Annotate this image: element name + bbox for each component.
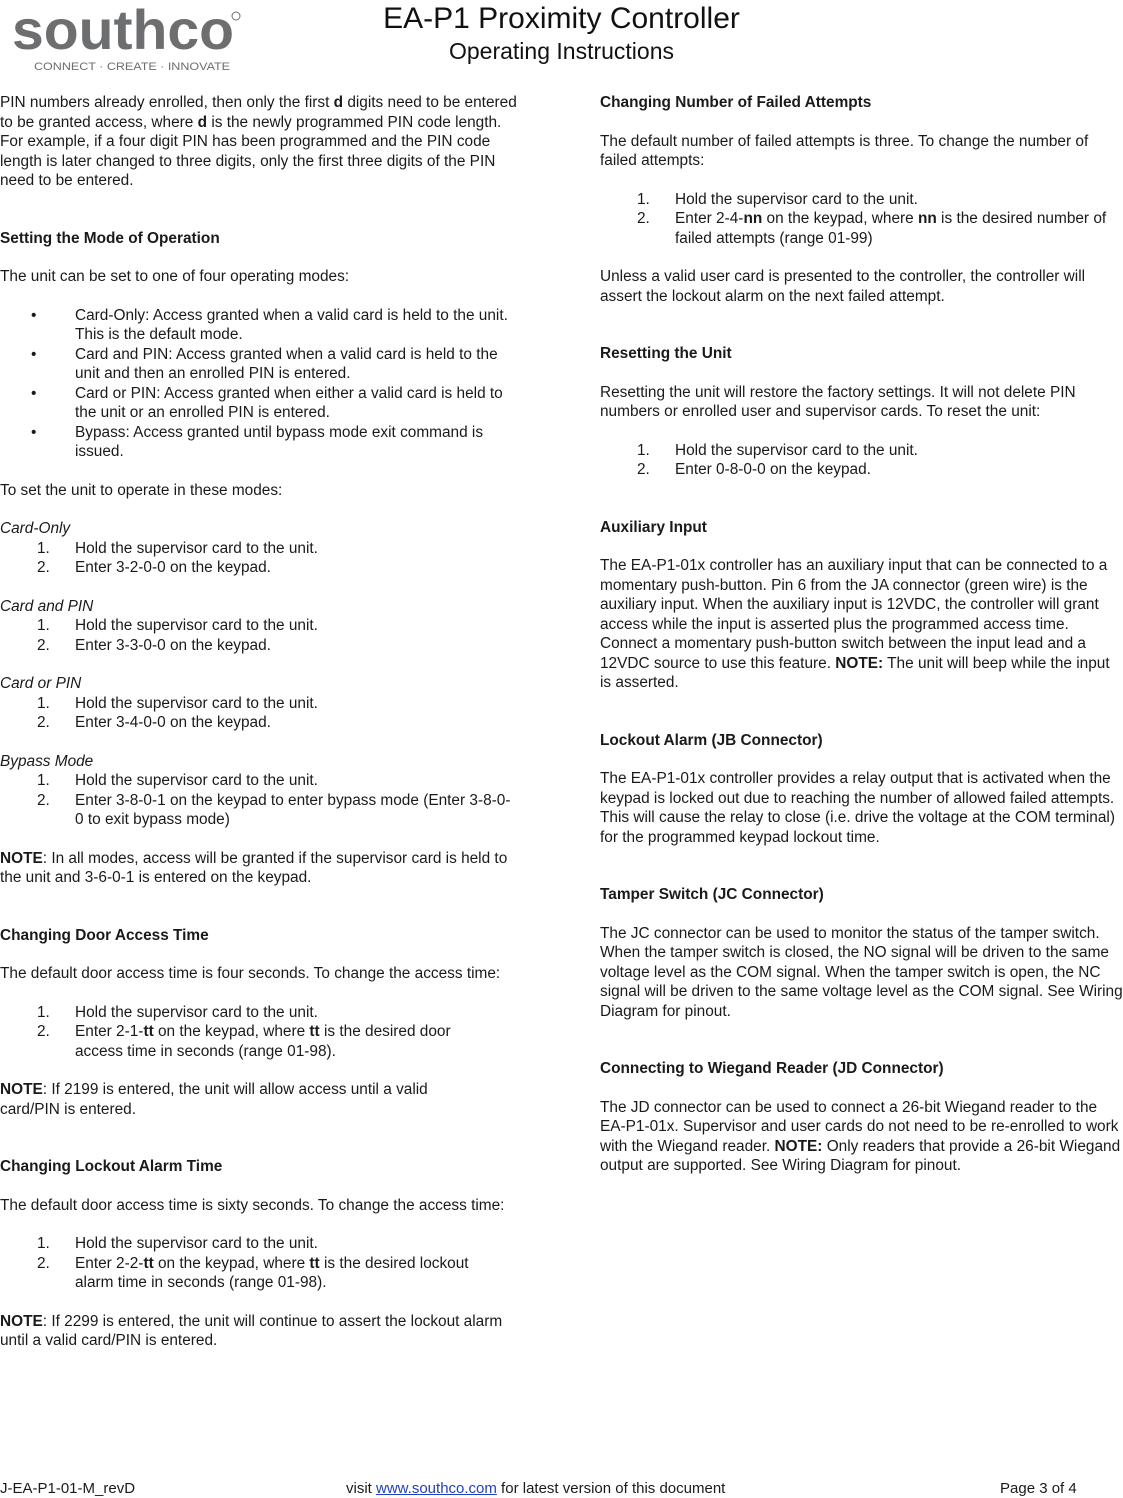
pin-length-paragraph: PIN numbers already enrolled, then only the first d digits need to be entered to be granted access, where d is the newly programmed PIN code length. For example, if a four digit PIN has been programmed and the PIN code length is later changed to three digits, only the first three digits of the PIN need to be entered. [0, 94, 517, 189]
subsection-title: Card or PIN [0, 675, 82, 692]
list-item: 2. Enter 2-2-tt on the keypad, where tt is the desired lockout alarm time in seconds (range 01-98). [37, 1254, 469, 1291]
mode-intro: The unit can be set to one of four operating modes: [0, 268, 350, 285]
list-item: 2. Enter 2-4-nn on the keypad, where nn is the desired number of failed attempts (range 01-99) [637, 210, 1107, 247]
list-item: 2. Enter 3-4-0-0 on the keypad. [37, 714, 271, 731]
list-item: 1. Hold the supervisor card to the unit. [37, 539, 318, 557]
list-item: 1. Hold the supervisor card to the unit. [37, 1235, 318, 1252]
failed-after: Unless a valid user card is presented to the controller, the controller will assert the lockout alarm on the next failed attempt. [600, 268, 1086, 305]
section-heading-reset: Resetting the Unit [600, 345, 732, 362]
alarm-text: The EA-P1-01x controller provides a relay output that is activated when the keypad is locked out due to reaching the number of allowed failed attempts. This will cause the relay to close (i.e. drive the voltage at the COM terminal) for the programmed keypad lockout time. [600, 770, 1115, 846]
footer-page-number: Page 3 of 4 [1000, 1480, 1077, 1497]
mode-note: NOTE: In all modes, access will be granted if the supervisor card is held to the unit and 3-6-0-1 is entered on the keypad. [0, 849, 508, 886]
logo-wordmark: southco [12, 2, 234, 61]
list-item: 2. Enter 3-3-0-0 on the keypad. [37, 636, 271, 654]
aux-text: The EA-P1-01x controller has an auxiliary input that can be connected to a momentary push-button. Pin 6 from the JA connector (green wire) is the auxiliary input. When the auxiliary input is 12VDC, the controller will grant access while the input is asserted plus the programmed access time. Connect a momentary push-button switch between the input lead and a 12VDC source to use this feature. NOTE: The unit will beep while the input is asserted. [600, 557, 1110, 691]
logo-tagline: CONNECT · CREATE · INNOVATE [34, 61, 230, 73]
section-heading-aux-input: Auxiliary Input [600, 518, 707, 536]
section-heading-lockout-alarm: Lockout Alarm (JB Connector) [600, 731, 823, 749]
list-item: 1. Hold the supervisor card to the unit. [37, 617, 318, 634]
failed-intro: The default number of failed attempts is three. To change the number of failed attempts: [600, 132, 1089, 169]
list-item: 1. Hold the supervisor card to the unit. [37, 1003, 318, 1021]
document-title: EA-P1 Proximity Controller [383, 2, 740, 35]
subsection-title: Card and PIN [0, 597, 94, 615]
tamper-text: The JC connector can be used to monitor the status of the tamper switch. When the tamper switch is closed, the NO signal will be driven to the same voltage level as the COM signal. When the tamper switch is open, the NC signal will be driven to the same voltage level as the COM signal. See Wiring Diagram for pinout. [600, 924, 1123, 1020]
bullet-item: • Bypass: Access granted until bypass mode exit command is issued. [31, 423, 484, 460]
right-column [600, 93, 1123, 1176]
subsection-title: Bypass Mode [0, 752, 94, 770]
list-item: 1. Hold the supervisor card to the unit. [637, 441, 918, 459]
document-subtitle: Operating Instructions [448, 38, 674, 64]
section-heading-failed-attempts: Changing Number of Failed Attempts [600, 94, 872, 111]
footer-doc-id: J-EA-P1-01-M_revD [0, 1480, 136, 1497]
list-item: 2. Enter 0-8-0-0 on the keypad. [637, 461, 871, 478]
reset-intro: Resetting the unit will restore the factory settings. It will not delete PIN numbers or enrolled user and supervisor cards. To reset the unit: [600, 383, 1076, 420]
wiegand-text: The JD connector can be used to connect a 26-bit Wiegand reader to the EA-P1-01x. Supervisor and user cards do not need to be re-enrolled to work with the Wiegand reader. NOTE: Only readers that provide a 26-bit Wiegand output are supported. See Wiring Diagram for pinout. [600, 1098, 1121, 1174]
set-modes-text: To set the unit to operate in these modes: [0, 481, 283, 499]
subsection-title: Card-Only [0, 520, 71, 537]
list-item: 2. Enter 2-1-tt on the keypad, where tt is the desired door access time in seconds (range 01-98). [37, 1023, 451, 1060]
bullet-item: • Card and PIN: Access granted when a valid card is held to the unit and then an enrolled PIN is entered. [31, 345, 498, 382]
list-item: 2. Enter 3-2-0-0 on the keypad. [37, 559, 271, 576]
section-heading-mode: Setting the Mode of Operation [0, 229, 220, 247]
list-item: 1. Hold the supervisor card to the unit. [37, 772, 318, 789]
section-heading-wiegand: Connecting to Wiegand Reader (JD Connector) [600, 1060, 944, 1077]
section-heading-door-access: Changing Door Access Time [0, 926, 209, 944]
section-heading-lockout-time: Changing Lockout Alarm Time [0, 1158, 223, 1175]
footer-visit: visit www.southco.com for latest version of this document [346, 1480, 726, 1497]
left-column [0, 93, 523, 1351]
list-item: 2. Enter 3-8-0-1 on the keypad to enter bypass mode (Enter 3-8-0-0 to exit bypass mode) [37, 791, 511, 828]
lockout-note: NOTE: If 2299 is entered, the unit will continue to assert the lockout alarm until a valid card/PIN is entered. [0, 1312, 503, 1349]
bullet-item: • Card or PIN: Access granted when either a valid card is held to the unit or an enrolled PIN is entered. [31, 384, 503, 421]
list-item: 1. Hold the supervisor card to the unit. [637, 190, 918, 208]
lockout-intro: The default door access time is sixty seconds. To change the access time: [0, 1196, 505, 1214]
section-heading-tamper: Tamper Switch (JC Connector) [600, 886, 824, 903]
door-intro: The default door access time is four seconds. To change the access time: [0, 965, 501, 982]
bullet-item: • Card-Only: Access granted when a valid card is held to the unit. This is the default mode. [31, 306, 508, 343]
door-note: NOTE: If 2199 is entered, the unit will allow access until a valid card/PIN is entered. [0, 1081, 428, 1118]
list-item: 1. Hold the supervisor card to the unit. [37, 694, 318, 712]
southco-link[interactable]: www.southco.com [376, 1480, 497, 1497]
